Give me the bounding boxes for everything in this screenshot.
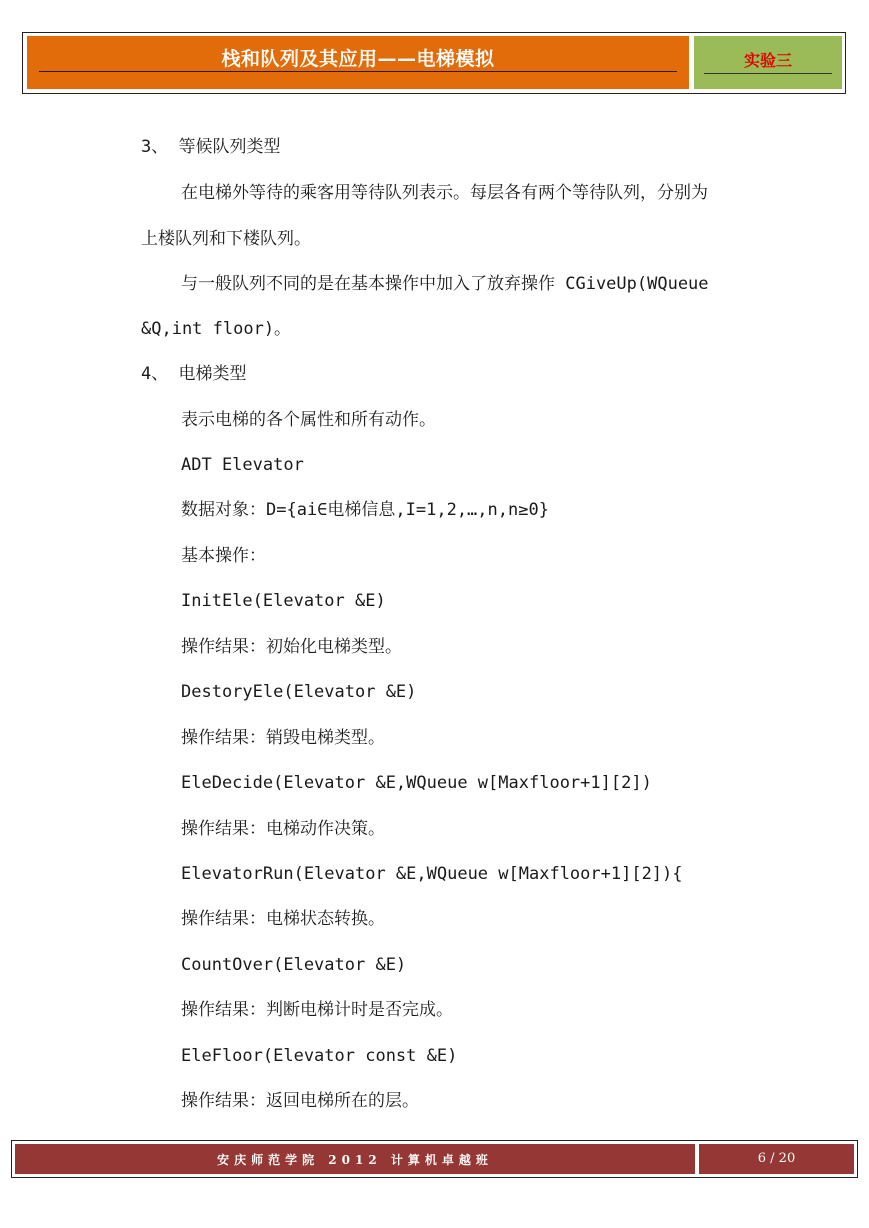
paragraph-line: &Q,int floor)。 (141, 319, 292, 339)
operation-result-line: 操作结果：返回电梯所在的层。 (181, 1091, 419, 1111)
footer-institution: 安庆师范学院 2012 计算机卓越班 (217, 1153, 493, 1167)
footer-page-box (699, 1144, 854, 1174)
paragraph-line: 表示电梯的各个属性和所有动作。 (181, 410, 436, 430)
code-line: ElevatorRun(Elevator &E,WQueue w[Maxfloor+1][2]){ (181, 864, 683, 884)
operation-result-line: 操作结果：电梯动作决策。 (181, 819, 385, 839)
page-title: 栈和队列及其应用——电梯模拟 (221, 48, 495, 70)
paragraph-line: 与一般队列不同的是在基本操作中加入了放弃操作 CGiveUp(WQueue (181, 274, 709, 294)
header-title-rule (39, 71, 677, 72)
code-line: EleFloor(Elevator const &E) (181, 1046, 458, 1066)
code-line: InitEle(Elevator &E) (181, 591, 386, 611)
code-line: ADT Elevator (181, 455, 304, 475)
header-title-bar (27, 36, 689, 89)
page-number: 6 / 20 (757, 1151, 796, 1166)
experiment-label: 实验三 (743, 51, 792, 70)
operation-result-line: 操作结果：初始化电梯类型。 (181, 637, 402, 657)
paragraph-line: 基本操作： (181, 546, 266, 566)
code-line: DestoryEle(Elevator &E) (181, 682, 417, 702)
operation-result-line: 操作结果：电梯状态转换。 (181, 909, 385, 929)
paragraph-line: 在电梯外等待的乘客用等待队列表示。每层各有两个等待队列，分别为 (181, 183, 708, 203)
paragraph-line: 上楼队列和下楼队列。 (141, 229, 311, 249)
footer-institution-bar (15, 1144, 695, 1174)
operation-result-line: 操作结果：判断电梯计时是否完成。 (181, 1000, 453, 1020)
code-line: EleDecide(Elevator &E,WQueue w[Maxfloor+1][2]) (181, 773, 652, 793)
header-experiment-box (694, 36, 842, 89)
experiment-label-rule (704, 73, 832, 74)
section-heading-4: 4、 电梯类型 (141, 364, 247, 384)
operation-result-line: 操作结果：销毁电梯类型。 (181, 728, 385, 748)
section-heading-3: 3、 等候队列类型 (141, 137, 281, 157)
code-line: CountOver(Elevator &E) (181, 955, 407, 975)
paragraph-line: 数据对象：D={ai∈电梯信息,I=1,2,…,n,n≥0} (181, 500, 549, 520)
